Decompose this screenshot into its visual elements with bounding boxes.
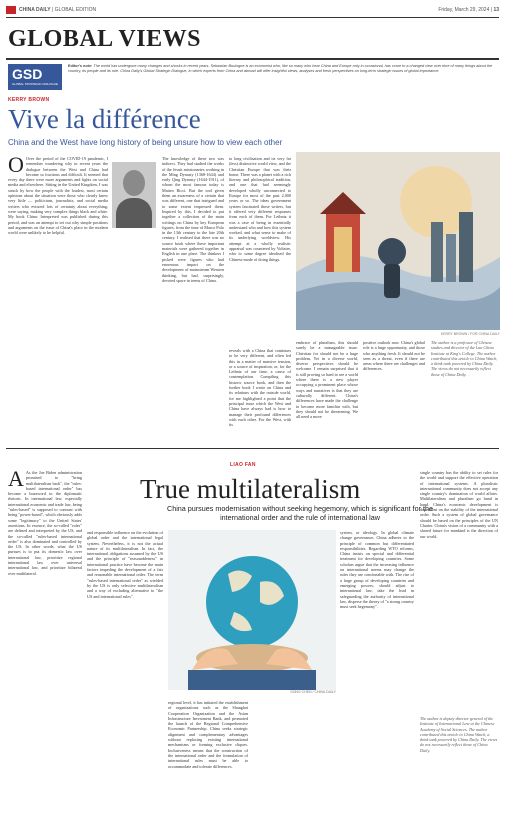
article2-column-5: single country has the ability to set rules for the world and support the effective operation of international systems. A pluralistic international community does not accept any single country's domination of world affairs. Multilateralism and pluralism go hand in hand. China's economic development is dependent on the stability of the international order. Such a system of global governance should be based on the principles of the UN Charter. China's vision of a community with a shared future for mankind is the direction of our world. [420,470,498,539]
article2-column-1 [8,470,82,828]
article2-column-1-text: As the Joe Biden administration promised to "bring multilateralism back", the "rules-based international order" has become a buzzword in the diplomatic rhetoric. In international law, especially international economic and trade law, being "rules-based" is supposed to contrast with being "power-based", which obviously adds some "legitimacy" to the United States' assertions. In essence, the so-called "rules" are defined and interpreted by the US, and the so-called "rules-based international order" is also dominated and controlled by the US. In other words, what the US pursues is to put its domestic law over international law, prioritize regional international law over universal international law, and prioritize bilateral over multilateral. [8,470,82,576]
publication-name: CHINA DAILY [19,7,51,13]
article1-byline: KERRY BROWN [8,97,50,103]
issue-date: Friday, March 29, 2024 [438,7,490,13]
author-photo-kerry-brown [112,162,156,228]
masthead-rule [6,17,499,18]
article2-headline: True multilateralism [140,474,361,504]
article-divider-rule [6,448,499,449]
article1-column-3: to long civilisation and its very far (less) distinctive world view, and the Christian Europe that was their home. There was a planet with a rich literary and philosophical tradition, and one that had seemingly developed wholly unconnected to Europe for most of the past 2,000 years or so. The ideas government system fascinated those writers, but it offered very different responses from each of them. For Leibniz it was a case of being in essentially understand who and how this system worked, and what sense to make of its underlying worldview. His attempt at a wholly realistic appraisal was countered by Voltaire, who to some degree idealised the Chinese mode of doing things. [229,156,291,262]
gsd-logo-text: GSD [12,66,43,82]
article2-dropcap: A [8,470,24,491]
editors-note [68,64,498,74]
article1-column-1-text: Over the period of the COVID-19 pandemic, I remember wondering why in recent years the dialogue between the West and China had become so fractious and difficult. It seemed that every day there were more arguments and fights on social media and elsewhere. Sitting in the United Kingdom, I was struck by how the people with the loudest, most certain opinions about the situation were those who clearly knew very little — politicians, journalists, and social media writers who evinced lots of certainty about everything, were saying, making very complex things black and white. My book China: Interpreted was published during this period, and was an attempt to set out why simple positions and arguments on the issue of China's place in the modern world were unlikely to be helpful. [8,156,108,236]
article1-column-6: positive outlook now. China's global role is a huge opportunity, and those who anything fresh. It should not be seen as a threat, even if there are areas where there are challenges and differences. [363,340,425,372]
article2-column-3: regional level, it has initiated the establishment of organizations such as the Shanghai Cooperation Organization and the Asian Infrastructure Investment Bank, and promoted the launch of the Regional Comprehensive Economic Partnership. China seeks strategic alignment and complementary advantages without replacing existing international mechanisms or forming exclusive cliques. Inclusiveness means that the construction of the international order and the formulation of international rules must be able to accommodate and tolerate differences. [168,700,248,769]
article2-column-2: and responsible influence on the evolution of global order and the international legal system. Nevertheless, it is not the actual nature of its multilateralism. In fact, the international obligations assumed by the US and the principle of "reasonableness" in international practice have become the main factors impeding the development of a fair and reasonable international order. The term "rules-based international order" as wielded by the US is only selective multilateralism and a way of excluding alternative to "the US and international rules". [87,530,163,599]
globe-hands-illustration-icon [168,530,336,690]
author-photo-body [116,198,152,228]
article1-column-2: The knowledge of these two was indirect. They had studied the works of the Jesuit missionaries working in the Ming Dynasty (1368-1644) and early Qing Dynasty (1644-1911), of whom the most famous today is Matteo Ricci. But the tool given them an awareness of a certain that was different, one that intrigued and to some extent impressed them. Inspired by this, I decided to put together a collection of the main writings on China by key European figures, from the time of Marco Polo in the 13th century to the late 20th century. I realised that there was no source book where these important materials were gathered together in English in one place. The thinkers I picked were figures who had enormous impact on the development of mainstream Western thinking, but had, surprisingly, devoted space in terms of China. [162,156,224,283]
article1-author-bio: The author is a professor of Chinese studies and director of the Lau China Institute at King's College. The author contributed this article to China Watch, a think tank powered by China Daily. The views do not necessarily reflect those of China Daily. [431,340,498,377]
gsd-logo-subtitle: GLOBAL STRATEGIC DIALOGUE [12,82,59,86]
section-rule [6,58,499,60]
editors-note-text: The world has undergone many changes and shocks in recent years. Sebastian Boulogne is an economist who, like so many who hear China and Europe only in occasional, has come to a changed view over time of many things about the country, its people and its role. China Daily's Global Strategic Dialogue, in which experts from China and abroad will offer insightful views, analyses and fresh perspectives on long-term strategic issues of global importance. [68,64,493,73]
article1-column-1 [8,156,108,438]
east-west-illustration-icon [296,152,500,330]
article2-subhead: China pursues modernisation without seeking hegemony, which is significant for the international order and the rule of international law [167,504,433,522]
article1-illustration [296,152,500,330]
article2-illustration-caption: SONG CHEN / CHINA DAILY [290,690,336,694]
article1-column-1b [112,232,156,438]
china-daily-logo-icon [6,6,16,14]
article2-illustration [168,530,336,690]
article1-photo-caption: KERRY BROWN / FOR CHINA DAILY [440,332,500,336]
article1-column-4: reveals with a China that continues to be very different, and often led this in a matter of massive tension, or a source of inspiration, or, for the Leibniz of our time, a cause of contemplation. Compiling this historic source book, and then the further book I wrote on China and its relations with the outside world, for me highlighted a point that the principal issue which the West and China have always had is how to manage their profound differences with each other. For the West, with its [229,348,291,428]
gsd-logo [8,64,62,90]
article1-dropcap: O [8,156,24,177]
section-title: GLOBAL VIEWS [8,26,201,52]
page-number: 13 [493,7,499,13]
editors-note-lead: Editor's note: [68,64,93,68]
article2-column-4: system, or ideology. In global climate change governance, China adheres to the principle of common but differentiated responsibilities. Regarding WTO reforms, China insists on special and differential treatment for developing countries. Some scholars argue that the increasing influence on international norms may change the rules they are comfortable with. The rise of a large group of developing countries and emerging powers, should adjust to international law, take the lead in safeguarding the authority of international law, disperse the theory of "a strong country must seek hegemony". [340,530,414,610]
article1-subhead: China and the West have long history of being unsure how to view each other [8,138,283,147]
edition-name: GLOBAL EDITION [54,7,97,13]
article2-byline: LIAO FAN [230,462,256,468]
page-divider: | [489,7,494,13]
article1-headline: Vive la différence [8,104,201,134]
masthead-bar [6,4,499,16]
edition-divider: | [50,7,55,13]
article1-column-5: embrace of pluralism, this should surely be a manageable issue. Christian for should not be a huge problem. Yet in a diverse world, diverse perspectives should be welcome. I remain surprised that it is still proving so hard to see a world where there is a new player occupying a prominent place whose ways and narratives is that they are culturally different. China's differences have made the challenge to become more familiar with, but they should not be threatening. We all need a more [296,340,358,420]
article2-author-bio: The author is deputy director general of the Institute of International Law at the Chinese Academy of Social Sciences. The author contributed this article to China Watch, a think tank powered by China Daily. The views do not necessarily reflect those of China Daily. [420,716,498,753]
author-photo-head [123,170,145,196]
